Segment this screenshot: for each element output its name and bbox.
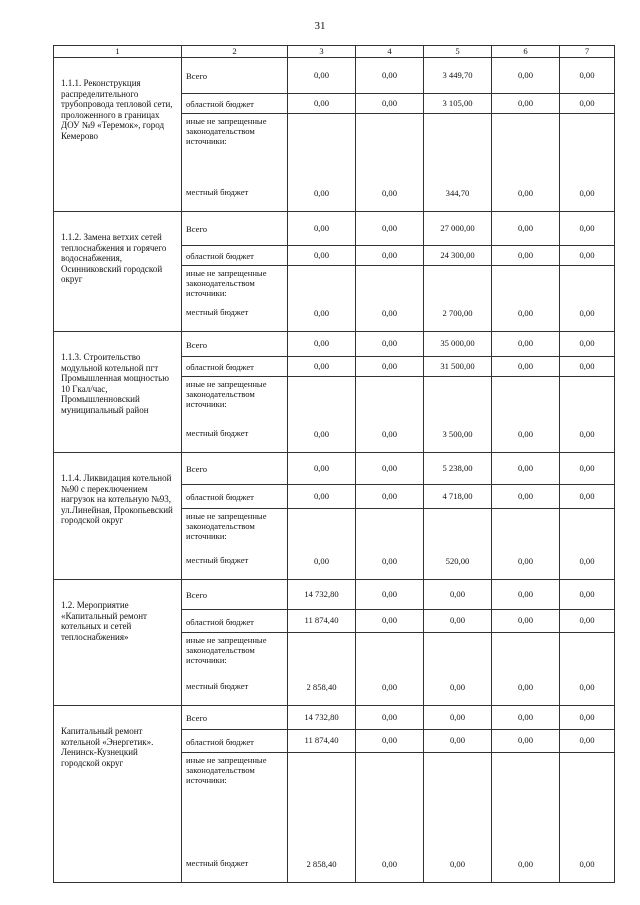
source-label-total: Всего — [182, 706, 288, 730]
source-label-total: Всего — [182, 332, 288, 357]
value-cell: 0,00 — [492, 58, 560, 94]
total-row — [54, 332, 615, 357]
source-label-other: иные не запрещенные законодательством источники: — [186, 511, 267, 541]
value-cell: 0,00 — [288, 453, 356, 485]
value-cell: 0,00 — [560, 357, 615, 377]
value-cell: 0,00 — [492, 212, 560, 246]
value-cell: 0,00 — [356, 246, 424, 266]
value-cell: 3 105,00 — [424, 94, 492, 114]
value-cell: 0,00 — [356, 610, 424, 633]
value-cell: 0,00 — [492, 706, 560, 730]
source-label-local: местный бюджет — [186, 858, 249, 869]
total-row — [54, 212, 615, 246]
value-cell: 24 300,00 — [424, 246, 492, 266]
column-header: 1 — [54, 46, 182, 58]
value-cell: 0,00 — [560, 633, 615, 706]
source-label-total: Всего — [182, 58, 288, 94]
source-label-local: местный бюджет — [186, 307, 249, 318]
value-cell: 0,00 — [356, 212, 424, 246]
value-cell: 0,00 — [288, 332, 356, 357]
value-cell: 0,00 — [560, 212, 615, 246]
value-cell: 0,00 — [356, 730, 424, 753]
measure-name: 1.1.1. Реконструкция распределительного трубопровода тепловой сети, проложенного в границах ДОУ №9 «Теремок», город Кемерово — [54, 58, 182, 212]
value-cell: 0,00 — [356, 357, 424, 377]
value-cell: 0,00 — [560, 509, 615, 580]
value-cell: 0,00 — [356, 485, 424, 509]
value-cell: 0,00 — [492, 94, 560, 114]
value-cell: 0,00 — [288, 266, 356, 332]
value-cell: 3 449,70 — [424, 58, 492, 94]
total-row — [54, 580, 615, 610]
value-cell: 4 718,00 — [424, 485, 492, 509]
value-cell: 0,00 — [288, 94, 356, 114]
value-cell: 0,00 — [560, 485, 615, 509]
value-cell: 0,00 — [424, 753, 492, 883]
value-cell: 0,00 — [560, 753, 615, 883]
value-cell: 0,00 — [288, 377, 356, 453]
total-row — [54, 453, 615, 485]
value-cell: 0,00 — [560, 246, 615, 266]
value-cell: 0,00 — [356, 332, 424, 357]
source-label-group — [182, 377, 288, 453]
value-cell: 0,00 — [356, 377, 424, 453]
value-cell: 0,00 — [356, 580, 424, 610]
source-label-regional: областной бюджет — [182, 730, 288, 753]
measure-name: 1.1.3. Строительство модульной котельной пгт Промышленная мощностью 10 Гкал/час, Промышленновский муниципальный район — [54, 332, 182, 453]
value-cell: 31 500,00 — [424, 357, 492, 377]
value-cell: 27 000,00 — [424, 212, 492, 246]
source-label-group — [182, 753, 288, 883]
source-label-regional: областной бюджет — [182, 94, 288, 114]
source-label-group — [182, 266, 288, 332]
value-cell: 35 000,00 — [424, 332, 492, 357]
value-cell: 0,00 — [288, 212, 356, 246]
value-cell: 0,00 — [560, 114, 615, 212]
value-cell: 344,70 — [424, 114, 492, 212]
value-cell: 0,00 — [492, 453, 560, 485]
value-cell: 0,00 — [288, 485, 356, 509]
value-cell: 520,00 — [424, 509, 492, 580]
value-cell: 0,00 — [288, 357, 356, 377]
value-cell: 11 874,40 — [288, 730, 356, 753]
value-cell: 0,00 — [288, 58, 356, 94]
value-cell: 14 732,80 — [288, 706, 356, 730]
source-label-local: местный бюджет — [186, 555, 249, 566]
budget-table — [53, 45, 615, 883]
value-cell: 0,00 — [356, 94, 424, 114]
value-cell: 0,00 — [492, 730, 560, 753]
value-cell: 0,00 — [356, 706, 424, 730]
source-label-local: местный бюджет — [186, 428, 249, 439]
value-cell: 0,00 — [424, 633, 492, 706]
value-cell: 0,00 — [356, 509, 424, 580]
column-header: 3 — [288, 46, 356, 58]
value-cell: 0,00 — [560, 580, 615, 610]
value-cell: 0,00 — [560, 332, 615, 357]
column-header: 4 — [356, 46, 424, 58]
value-cell: 0,00 — [492, 753, 560, 883]
value-cell: 0,00 — [356, 753, 424, 883]
value-cell: 0,00 — [560, 706, 615, 730]
source-label-local: местный бюджет — [186, 681, 249, 692]
value-cell: 0,00 — [560, 377, 615, 453]
value-cell: 0,00 — [424, 580, 492, 610]
column-header: 6 — [492, 46, 560, 58]
source-label-regional: областной бюджет — [182, 610, 288, 633]
value-cell: 0,00 — [424, 706, 492, 730]
source-label-regional: областной бюджет — [182, 357, 288, 377]
value-cell: 0,00 — [288, 114, 356, 212]
value-cell: 0,00 — [356, 58, 424, 94]
value-cell: 0,00 — [356, 453, 424, 485]
value-cell: 0,00 — [560, 610, 615, 633]
source-label-other: иные не запрещенные законодательством источники: — [186, 635, 267, 665]
value-cell: 0,00 — [492, 114, 560, 212]
column-number-row — [54, 46, 615, 58]
value-cell: 0,00 — [492, 266, 560, 332]
source-label-total: Всего — [182, 212, 288, 246]
total-row — [54, 58, 615, 94]
value-cell: 0,00 — [492, 246, 560, 266]
column-header: 7 — [560, 46, 615, 58]
measure-name: 1.1.4. Ликвидация котельной №90 с переключением нагрузок на котельную №93, ул.Линейная, Прокопьевский городской округ — [54, 453, 182, 580]
value-cell: 0,00 — [560, 266, 615, 332]
page-number: 31 — [314, 20, 326, 32]
source-label-regional: областной бюджет — [182, 246, 288, 266]
source-label-group — [182, 509, 288, 580]
value-cell: 0,00 — [560, 94, 615, 114]
value-cell: 0,00 — [560, 730, 615, 753]
value-cell: 0,00 — [560, 453, 615, 485]
source-label-total: Всего — [182, 453, 288, 485]
source-label-regional: областной бюджет — [182, 485, 288, 509]
source-label-local: местный бюджет — [186, 187, 249, 198]
value-cell: 0,00 — [356, 114, 424, 212]
value-cell: 3 500,00 — [424, 377, 492, 453]
value-cell: 5 238,00 — [424, 453, 492, 485]
value-cell: 2 700,00 — [424, 266, 492, 332]
value-cell: 0,00 — [492, 377, 560, 453]
value-cell: 0,00 — [424, 610, 492, 633]
measure-name: 1.2. Мероприятие «Капитальный ремонт котельных и сетей теплоснабжения» — [54, 580, 182, 706]
source-label-other: иные не запрещенные законодательством источники: — [186, 379, 267, 409]
value-cell: 0,00 — [424, 730, 492, 753]
source-label-other: иные не запрещенные законодательством источники: — [186, 755, 267, 785]
measure-name: 1.1.2. Замена ветхих сетей теплоснабжения и горячего водоснабжения, Осинниковский городской округ — [54, 212, 182, 332]
value-cell: 0,00 — [492, 580, 560, 610]
value-cell: 0,00 — [356, 633, 424, 706]
value-cell: 2 858,40 — [288, 753, 356, 883]
value-cell: 0,00 — [492, 633, 560, 706]
source-label-total: Всего — [182, 580, 288, 610]
value-cell: 0,00 — [492, 357, 560, 377]
source-label-group — [182, 114, 288, 212]
value-cell: 0,00 — [356, 266, 424, 332]
value-cell: 0,00 — [492, 485, 560, 509]
value-cell: 2 858,40 — [288, 633, 356, 706]
total-row — [54, 706, 615, 730]
source-label-group — [182, 633, 288, 706]
source-label-other: иные не запрещенные законодательством источники: — [186, 268, 267, 298]
value-cell: 0,00 — [288, 246, 356, 266]
source-label-other: иные не запрещенные законодательством источники: — [186, 116, 267, 146]
value-cell: 0,00 — [492, 332, 560, 357]
measure-name: Капитальный ремонт котельной «Энергетик». Ленинск-Кузнецкий городской округ — [54, 706, 182, 883]
value-cell: 11 874,40 — [288, 610, 356, 633]
value-cell: 14 732,80 — [288, 580, 356, 610]
value-cell: 0,00 — [288, 509, 356, 580]
budget-table-body — [54, 46, 615, 883]
column-header: 2 — [182, 46, 288, 58]
value-cell: 0,00 — [560, 58, 615, 94]
value-cell: 0,00 — [492, 610, 560, 633]
value-cell: 0,00 — [492, 509, 560, 580]
column-header: 5 — [424, 46, 492, 58]
